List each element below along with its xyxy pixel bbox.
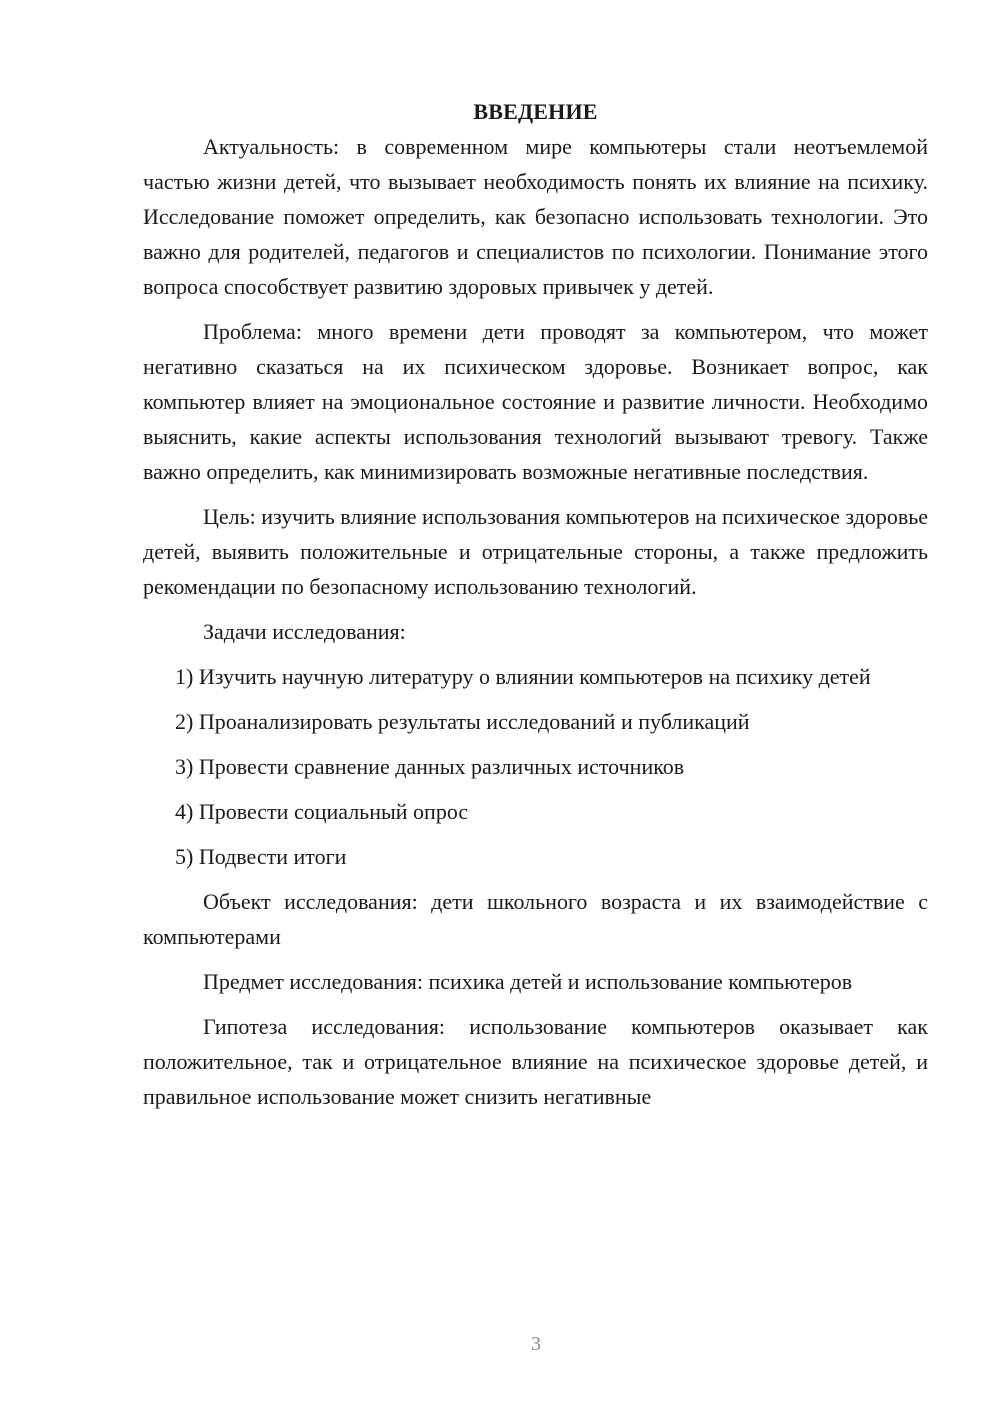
section-heading: ВВЕДЕНИЕ <box>473 99 598 124</box>
problem-paragraph: Проблема: много времени дети проводят за компьютером, что может негативно сказаться на их психическом здоровье. Возникает вопрос, как компьютер влияет на эмоциональное состояние и развитие личности. Необходимо выяснить, какие аспекты использования технологий вызывают тревогу. Также важно определить, как минимизировать возможные негативные последствия. <box>143 319 928 484</box>
relevance-paragraph: Актуальность: в современном мире компьютеры стали неотъемлемой частью жизни детей, что вызывает необходимость понять их влияние на психику. Исследование поможет определить, как безопасно использовать технологии. Это важно для родителей, педагогов и специалистов по психологии. Понимание этого вопроса способствует развитию здоровых привычек у детей. <box>143 134 928 299</box>
task-item: 1) Изучить научную литературу о влиянии компьютеров на психику детей <box>175 664 871 689</box>
task-item: 3) Провести сравнение данных различных источников <box>175 754 685 779</box>
hypothesis-paragraph: Гипотеза исследования: использование компьютеров оказывает как положительное, так и отрицательное влияние на психическое здоровье детей, и правильное использование может снизить негативные <box>143 1014 928 1109</box>
tasks-title: Задачи исследования: <box>203 619 406 644</box>
object-paragraph: Объект исследования: дети школьного возраста и их взаимодействие с компьютерами <box>143 889 928 949</box>
goal-paragraph: Цель: изучить влияние использования компьютеров на психическое здоровье детей, выявить положительные и отрицательные стороны, а также предложить рекомендации по безопасному использованию технологий. <box>143 504 929 599</box>
page-number: 3 <box>531 1333 541 1355</box>
task-item: 2) Проанализировать результаты исследований и публикаций <box>175 709 750 734</box>
subject-paragraph: Предмет исследования: психика детей и использование компьютеров <box>203 969 853 994</box>
task-item: 4) Провести социальный опрос <box>175 799 469 824</box>
task-item: 5) Подвести итоги <box>175 844 347 869</box>
text-column <box>143 94 928 1124</box>
